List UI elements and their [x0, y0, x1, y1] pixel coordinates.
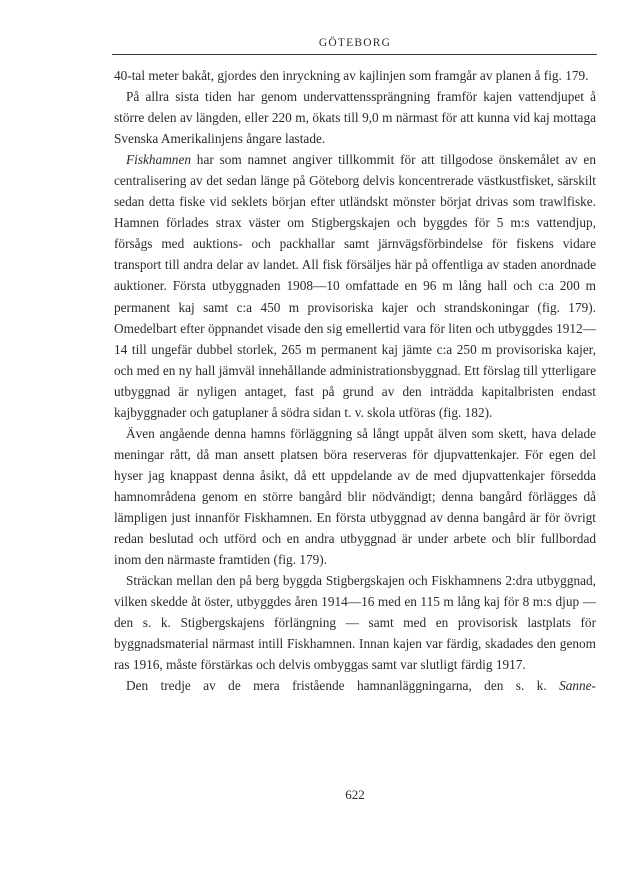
header-rule	[112, 54, 597, 55]
paragraph-3	[114, 149, 596, 423]
paragraph-6	[114, 675, 596, 696]
paragraph-1: 40-tal meter bakåt, gjordes den inryckning av kajlinjen som framgår av planen å fig. 179.	[114, 68, 589, 83]
paragraph-5: Sträckan mellan den på berg byggda Stigbergskajen och Fiskhamnens 2:dra utbyggnad, vilken skedde åt öster, utbyggdes åren 1914—16 med en 115 m lång kaj för 8 m:s djup — den s. k. Stigbergskajens förlängning — samt med en provisorisk lastplats för byggnadsmaterial närmast intill Fiskhamnen. Innan kajen var färdig, skadades den genom ras 1916, måste förstärkas och delvis ombyggas samt var slutligt färdig 1917.	[114, 573, 596, 673]
paragraph-6-text: Den tredje av de mera fristående hamnanläggningarna, den s. k.	[126, 678, 560, 694]
running-header: GÖTEBORG	[318, 37, 392, 49]
page-number: 622	[345, 787, 365, 802]
paragraph-2: På allra sista tiden har genom undervattenssprängning framför kajen vattendjupet å större delen av längden, eller 220 m, ökats till 9,0 m närmast för att kunna vid kaj mottaga Svenska Amerikalinjens ångare lastade.	[114, 89, 596, 147]
fiskhamnen-term: Fiskhamnen	[126, 152, 191, 168]
paragraph-3-text: har som namnet angiver tillkommit för att tillgodose önskemålet av en centralisering av det sedan länge på Göteborg delvis koncentrerade västkustfisket, särskilt sedan detta fiske vid seklets början efter utländskt mönster börjat drivas som trawlfiske. Hamnen förlades strax väster om Stigbergskajen och byggdes för 5 m:s vattendjup, försågs med auktions- och packhallar samt järnvägsförbindelse för fiskens vidare transport till andra delar av landet. All fisk försäljes här på offentliga av staden anordnade auktioner. Första utbyggnaden 1908—10 omfattade en 96 m lång hall och c:a 200 m permanent kaj samt c:a 450 m provisoriska kajer och strandskoningar (fig. 179). Omedelbart efter öppnandet visade den sig emellertid vara för liten och utbyggdes 1912—14 till ungefär dubbel storlek, 265 m permanent kaj jämte c:a 250 m provisoriska kajer, och med en ny hall jämväl innehållande administrationsbyggnad. Ett förslag till ytterligare utbyggnad är nyligen antaget, fast på grund av den inträdda kapitalbristen endast kajbyggnader och gatuplaner å södra sidan t. v. skola utföras (fig. 182).	[114, 152, 596, 420]
sanne-term: Sanne-	[559, 678, 596, 694]
paragraph-4: Även angående denna hamns förläggning så långt uppåt älven som skett, hava delade meningar rått, då man ansett platsen böra reserveras för djupvattenkajer. För egen del hyser jag knappast denna åsikt, då ett uppdelande av de med djupvattenkajer försedda hamnområdena genom en större bangård blir nödvändigt; denna bangård förlägges då lämpligen just innanför Fiskhamnen. En första utbyggnad av denna bangård är för övrigt redan beslutad och utförd och en andra utbyggnad är under arbete och blir fullbordad inom den närmaste framtiden (fig. 179).	[114, 425, 596, 568]
body-text	[114, 65, 596, 696]
